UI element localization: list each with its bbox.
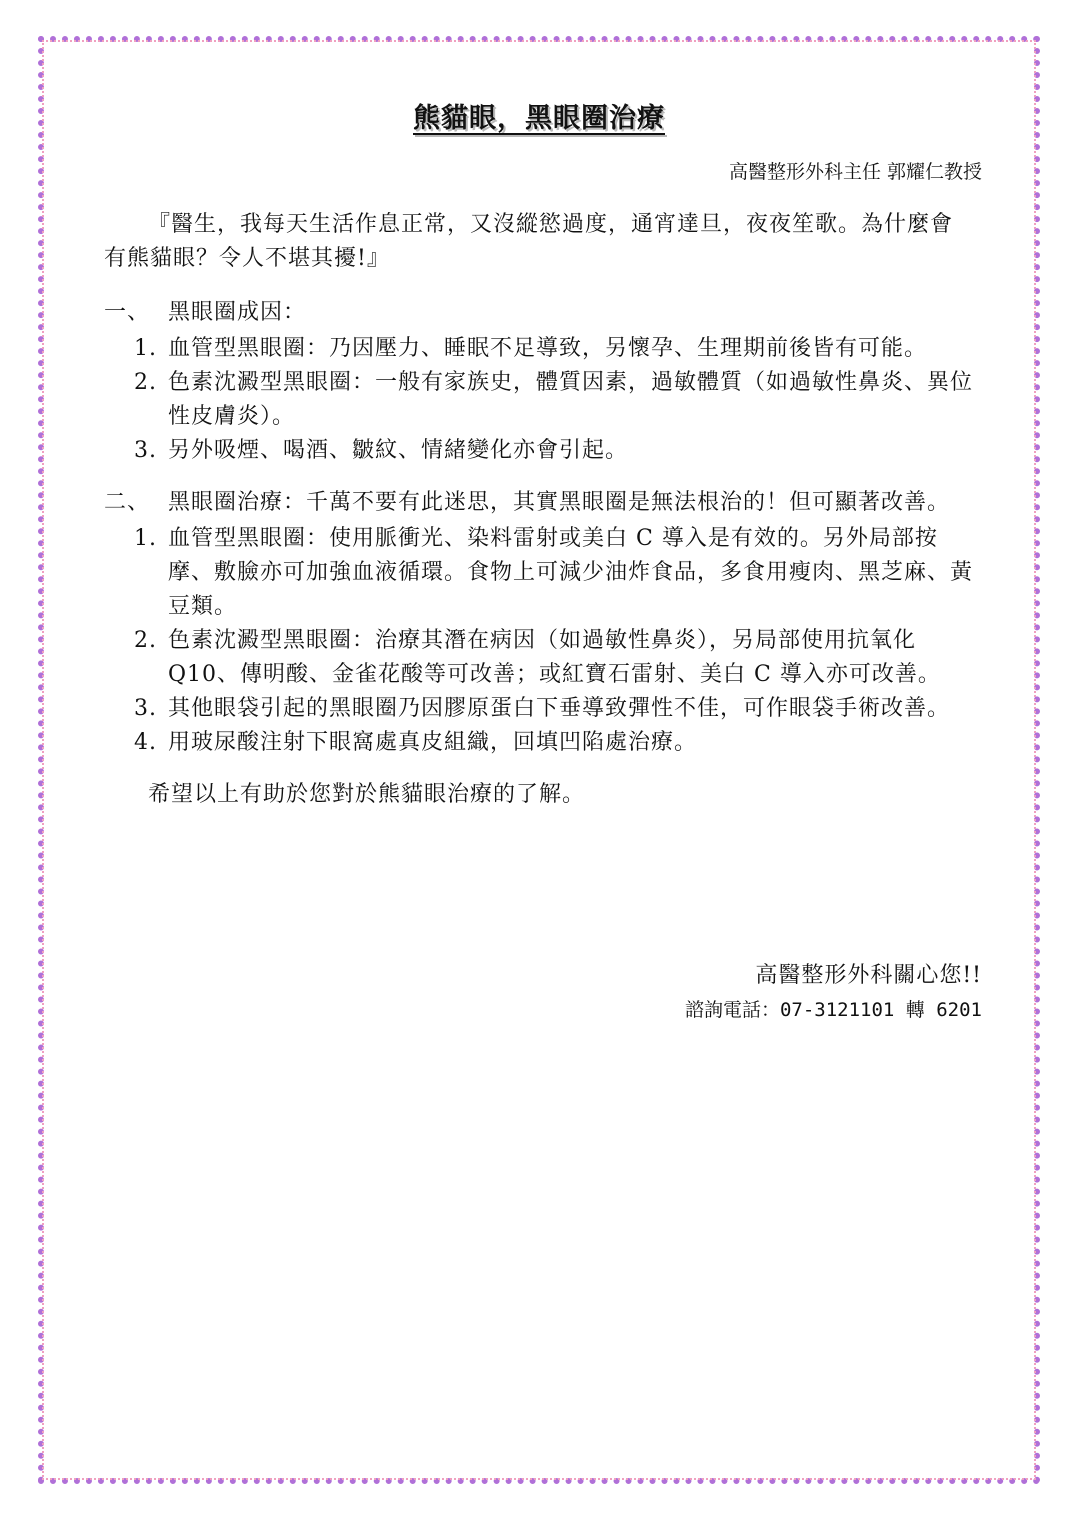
section-treatment <box>104 486 974 760</box>
list-item-text: 血管型黑眼圈：乃因壓力、睡眠不足導致，另懷孕、生理期前後皆有可能。 <box>168 336 928 361</box>
section-title: 黑眼圈治療：千萬不要有此迷思，其實黑眼圈是無法根治的！但可顯著改善。 <box>168 490 951 515</box>
causes-list <box>134 332 974 468</box>
list-item-number: 1. <box>134 336 157 361</box>
list-item-number: 3. <box>134 438 157 463</box>
list-item <box>134 332 974 366</box>
list-item-number: 3. <box>134 696 157 721</box>
list-item-text: 用玻尿酸注射下眼窩處真皮組織，回填凹陷處治療。 <box>168 730 698 755</box>
list-item <box>134 366 974 434</box>
section-causes <box>104 296 974 468</box>
list-item-number: 2. <box>134 628 157 653</box>
closing-text: 希望以上有助於您對於熊貓眼治療的了解。 <box>148 782 586 807</box>
footer-care-text: 高醫整形外科關心您!! <box>755 963 982 988</box>
section-heading <box>104 486 974 520</box>
treatment-list <box>134 522 974 760</box>
page-title <box>0 96 1078 135</box>
intro-quote: 『醫生，我每天生活作息正常，又沒縱慾過度，通宵達旦，夜夜笙歌。為什麼會有熊貓眼？令人不堪其擾!』 <box>104 212 954 271</box>
list-item-text: 其他眼袋引起的黑眼圈乃因膠原蛋白下垂導致彈性不佳，可作眼袋手術改善。 <box>168 696 951 721</box>
article-body <box>104 208 974 812</box>
list-item-number: 1. <box>134 526 157 551</box>
section-title: 黑眼圈成因： <box>168 300 307 325</box>
list-item-text: 色素沈澱型黑眼圈：一般有家族史，體質因素，過敏體質（如過敏性鼻炎、異位性皮膚炎）。 <box>168 370 974 429</box>
section-number: 一、 <box>104 300 151 325</box>
section-number: 二、 <box>104 490 151 515</box>
section-heading <box>104 296 974 330</box>
list-item-number: 4. <box>134 730 157 755</box>
footer-phone: 諮詢電話：07-3121101 轉 6201 <box>684 999 982 1021</box>
list-item <box>134 434 974 468</box>
list-item <box>134 624 974 692</box>
list-item-number: 2. <box>134 370 157 395</box>
list-item <box>134 522 974 624</box>
list-item-text: 色素沈澱型黑眼圈：治療其潛在病因（如過敏性鼻炎），另局部使用抗氧化 Q10、傳明酸、金雀花酸等可改善；或紅寶石雷射、美白 C 導入亦可改善。 <box>168 628 941 687</box>
list-item-text: 血管型黑眼圈：使用脈衝光、染料雷射或美白 C 導入是有效的。另外局部按摩、敷臉亦可加強血液循環。食物上可減少油炸食品，多食用瘦肉、黑芝麻、黃豆類。 <box>168 526 974 619</box>
list-item-text: 另外吸煙、喝酒、皺紋、情緒變化亦會引起。 <box>168 438 629 463</box>
author-line: 高醫整形外科主任 郭耀仁教授 <box>728 161 982 183</box>
list-item <box>134 726 974 760</box>
list-item <box>134 692 974 726</box>
page-title-text: 熊貓眼，黑眼圈治療 <box>413 103 665 134</box>
